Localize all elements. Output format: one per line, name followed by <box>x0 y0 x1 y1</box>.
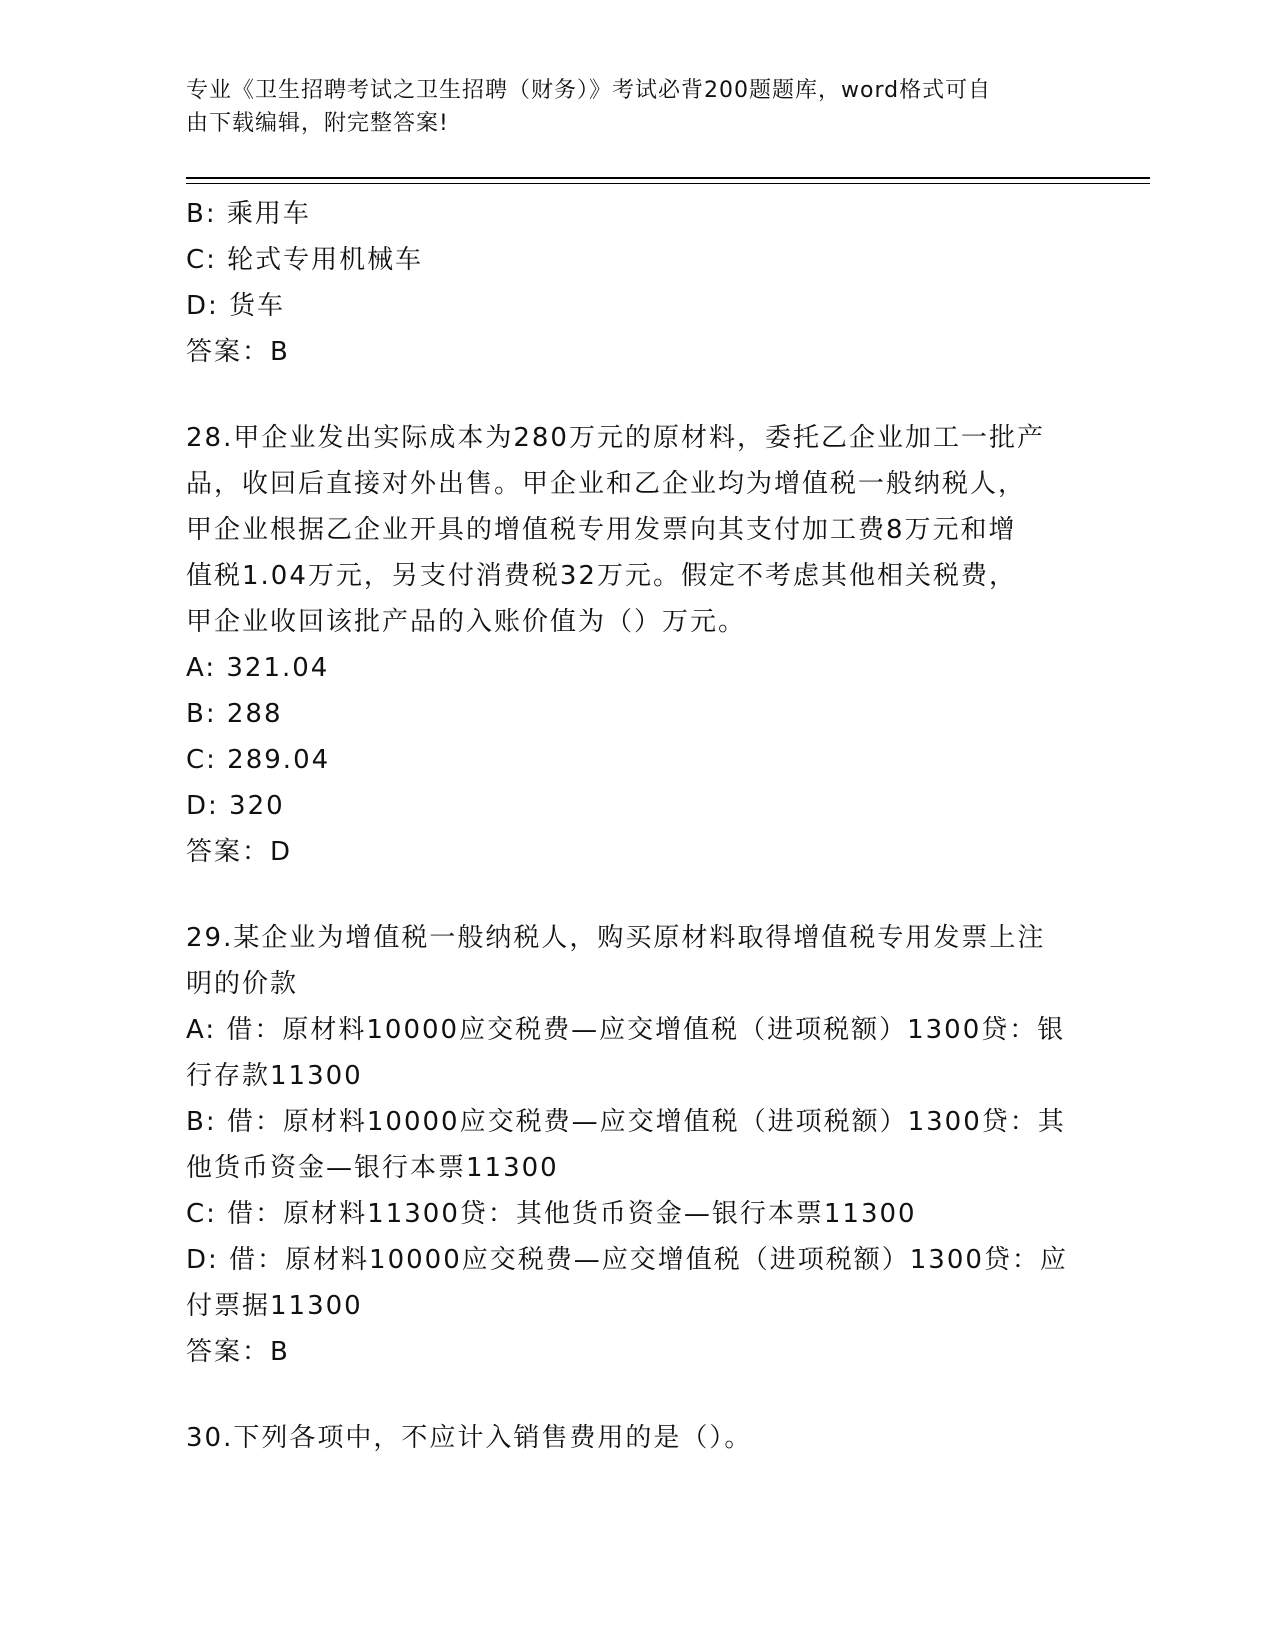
question-27-tail <box>186 191 1086 375</box>
answer-line: 答案：B <box>186 337 290 367</box>
document-header <box>186 74 1066 140</box>
header-line-1: 专业《卫生招聘考试之卫生招聘（财务）》考试必背200题题库，word格式可自 <box>186 78 992 103</box>
header-divider-thin <box>186 183 1150 184</box>
option-b: B: 借：原材料10000应交税费—应交增值税（进项税额）1300贷：其 <box>186 1107 1066 1137</box>
question-29 <box>186 915 1086 1375</box>
question-text-line: 30.下列各项中，不应计入销售费用的是（）。 <box>186 1423 753 1453</box>
question-text-line: 值税1.04万元，另支付消费税32万元。假定不考虑其他相关税费， <box>186 561 1017 591</box>
question-text-line: 29.某企业为增值税一般纳税人，购买原材料取得增值税专用发票上注 <box>186 923 1046 953</box>
question-28 <box>186 415 1086 875</box>
option-c: C: 借：原材料11300贷：其他货币资金—银行本票11300 <box>186 1199 917 1229</box>
question-text-line: 甲企业根据乙企业开具的增值税专用发票向其支付加工费8万元和增 <box>186 515 1017 545</box>
question-text-line: 品，收回后直接对外出售。甲企业和乙企业均为增值税一般纳税人， <box>186 469 1027 499</box>
header-line-2: 由下载编辑，附完整答案! <box>186 111 449 136</box>
question-30 <box>186 1415 1086 1461</box>
question-text-line: 甲企业收回该批产品的入账价值为（）万元。 <box>186 607 747 637</box>
option-c: C: 轮式专用机械车 <box>186 245 424 275</box>
header-divider-thick <box>186 177 1150 179</box>
option-c: C: 289.04 <box>186 745 331 775</box>
option-d: D: 借：原材料10000应交税费—应交增值税（进项税额）1300贷：应 <box>186 1245 1068 1275</box>
option-d-continued: 付票据11300 <box>186 1291 363 1321</box>
option-a-continued: 行存款11300 <box>186 1061 363 1091</box>
option-b-continued: 他货币资金—银行本票11300 <box>186 1153 559 1183</box>
document-body <box>186 191 1086 1461</box>
option-d: D: 货车 <box>186 291 286 321</box>
question-text-line: 明的价款 <box>186 969 299 999</box>
answer-line: 答案：B <box>186 1337 290 1367</box>
option-d: D: 320 <box>186 791 285 821</box>
option-a: A: 借：原材料10000应交税费—应交增值税（进项税额）1300贷：银 <box>186 1015 1066 1045</box>
option-b: B: 288 <box>186 699 283 729</box>
option-a: A: 321.04 <box>186 653 330 683</box>
option-b: B: 乘用车 <box>186 199 311 229</box>
answer-line: 答案：D <box>186 837 293 867</box>
question-text-line: 28.甲企业发出实际成本为280万元的原材料，委托乙企业加工一批产 <box>186 423 1045 453</box>
